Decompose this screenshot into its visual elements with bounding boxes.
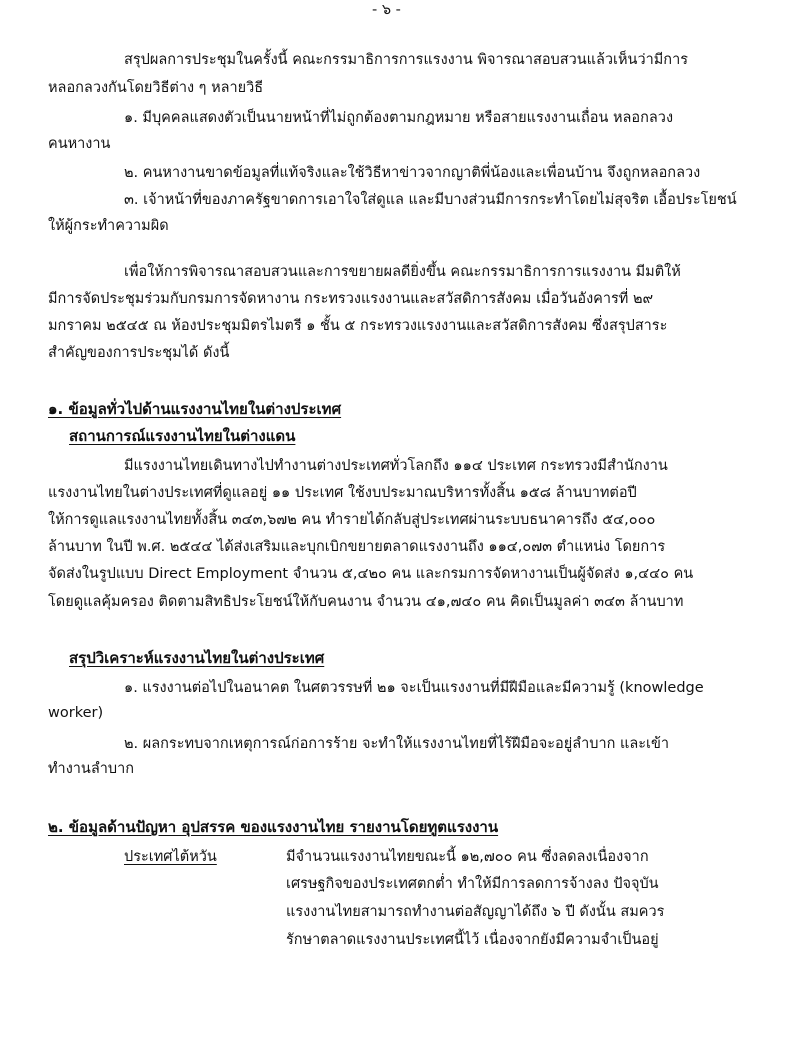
section-1-line-2: แรงงานไทยในต่างประเทศที่ดูแลอยู่ ๑๑ ประเทศ ใช้งบประมาณบริหารทั้งสิ้น ๑๕๘ ล้านบาทต่อปี bbox=[48, 485, 637, 501]
country-taiwan: ประเทศไต้หวัน bbox=[124, 849, 217, 865]
meeting-line-2: มีการจัดประชุมร่วมกับกรมการจัดหางาน กระทรวงแรงงานและสวัสดิการสังคม เมื่อวันอังคารที่ ๒๙ bbox=[48, 291, 654, 307]
meeting-line-3: มกราคม ๒๕๔๕ ณ ห้องประชุมมิตรไมตรี ๑ ชั้น ๕ กระทรวงแรงงานและสวัสดิการสังคม ซึ่งสรุปสาระ bbox=[48, 318, 668, 334]
intro-item-1-line-1: ๑. มีบุคคลแสดงตัวเป็นนายหน้าที่ไม่ถูกต้องตามกฎหมาย หรือสายแรงงานเถื่อน หลอกลวง bbox=[124, 110, 674, 126]
analysis-1-line-2: worker) bbox=[48, 705, 104, 721]
taiwan-line-4: รักษาตลาดแรงงานประเทศนี้ไว้ เนื่องจากยังมีความจำเป็นอยู่ bbox=[286, 932, 659, 948]
analysis-heading: สรุปวิเคราะห์แรงงานไทยในต่างประเทศ bbox=[69, 649, 325, 667]
intro-item-2: ๒. คนหางานขาดข้อมูลที่แท้จริงและใช้วิธีหาข่าวจากญาติพี่น้องและเพื่อนบ้าน จึงถูกหลอกลวง bbox=[124, 165, 701, 181]
taiwan-line-3: แรงงานไทยสามารถทำงานต่อสัญญาได้ถึง ๖ ปี ดังนั้น สมควร bbox=[286, 904, 665, 920]
intro-line-2: หลอกลวงกันโดยวิธีต่าง ๆ หลายวิธี bbox=[48, 80, 264, 96]
intro-item-3-line-1: ๓. เจ้าหน้าที่ของภาครัฐขาดการเอาใจใส่ดูแล และมีบางส่วนมีการกระทำโดยไม่สุจริต เอื้อประโยชน์ bbox=[124, 192, 737, 208]
section-2-heading: ๒. ข้อมูลด้านปัญหา อุปสรรค ของแรงงานไทย รายงานโดยทูตแรงงาน bbox=[48, 818, 499, 836]
meeting-line-4: สำคัญของการประชุมได้ ดังนี้ bbox=[48, 345, 230, 361]
taiwan-line-1: มีจำนวนแรงงานไทยขณะนี้ ๑๒,๗๐๐ คน ซึ่งลดลงเนื่องจาก bbox=[286, 849, 649, 865]
analysis-2-line-2: ทำงานลำบาก bbox=[48, 761, 134, 777]
section-1-line-4: ล้านบาท ในปี พ.ศ. ๒๕๔๔ ได้ส่งเสริมและบุกเบิกขยายตลาดแรงงานถึง ๑๑๔,๐๗๓ ตำแหน่ง โดยการ bbox=[48, 539, 666, 555]
section-1-line-5: จัดส่งในรูปแบบ Direct Employment จำนวน ๕,๔๒๐ คน และกรมการจัดหางานเป็นผู้จัดส่ง ๑,๔๔๐ คน bbox=[48, 566, 694, 582]
intro-item-3-line-2: ให้ผู้กระทำความผิด bbox=[48, 218, 169, 234]
section-1-heading: ๑. ข้อมูลทั่วไปด้านแรงงานไทยในต่างประเทศ bbox=[48, 400, 342, 418]
analysis-1-line-1: ๑. แรงงานต่อไปในอนาคต ในศตวรรษที่ ๒๑ จะเป็นแรงงานที่มีฝีมือและมีความรู้ (knowledge bbox=[124, 680, 704, 696]
meeting-line-1: เพื่อให้การพิจารณาสอบสวนและการขยายผลดียิ่งขึ้น คณะกรรมาธิการการแรงงาน มีมติให้ bbox=[124, 264, 681, 280]
intro-item-1-line-2: คนหางาน bbox=[48, 136, 111, 152]
section-1-line-6: โดยดูแลคุ้มครอง ติดตามสิทธิประโยชน์ให้กับคนงาน จำนวน ๔๑,๗๔๐ คน คิดเป็นมูลค่า ๓๔๓ ล้านบาท bbox=[48, 594, 684, 610]
section-1-line-3: ให้การดูแลแรงงานไทยทั้งสิ้น ๓๔๓,๖๗๒ คน ทำรายได้กลับสู่ประเทศผ่านระบบธนาคารถึง ๕๔,๐๐๐ bbox=[48, 512, 656, 528]
page-number: - ๖ - bbox=[372, 2, 401, 18]
section-1-subheading: สถานการณ์แรงงานไทยในต่างแดน bbox=[69, 427, 296, 445]
analysis-2-line-1: ๒. ผลกระทบจากเหตุการณ์ก่อการร้าย จะทำให้แรงงานไทยที่ไร้ฝีมือจะอยู่ลำบาก และเข้า bbox=[124, 736, 670, 752]
intro-line-1: สรุปผลการประชุมในครั้งนี้ คณะกรรมาธิการการแรงงาน พิจารณาสอบสวนแล้วเห็นว่ามีการ bbox=[124, 52, 689, 68]
taiwan-line-2: เศรษฐกิจของประเทศตกต่ำ ทำให้มีการลดการจ้างลง ปัจจุบัน bbox=[286, 876, 659, 892]
section-1-line-1: มีแรงงานไทยเดินทางไปทำงานต่างประเทศทั่วโลกถึง ๑๑๔ ประเทศ กระทรวงมีสำนักงาน bbox=[124, 458, 668, 474]
